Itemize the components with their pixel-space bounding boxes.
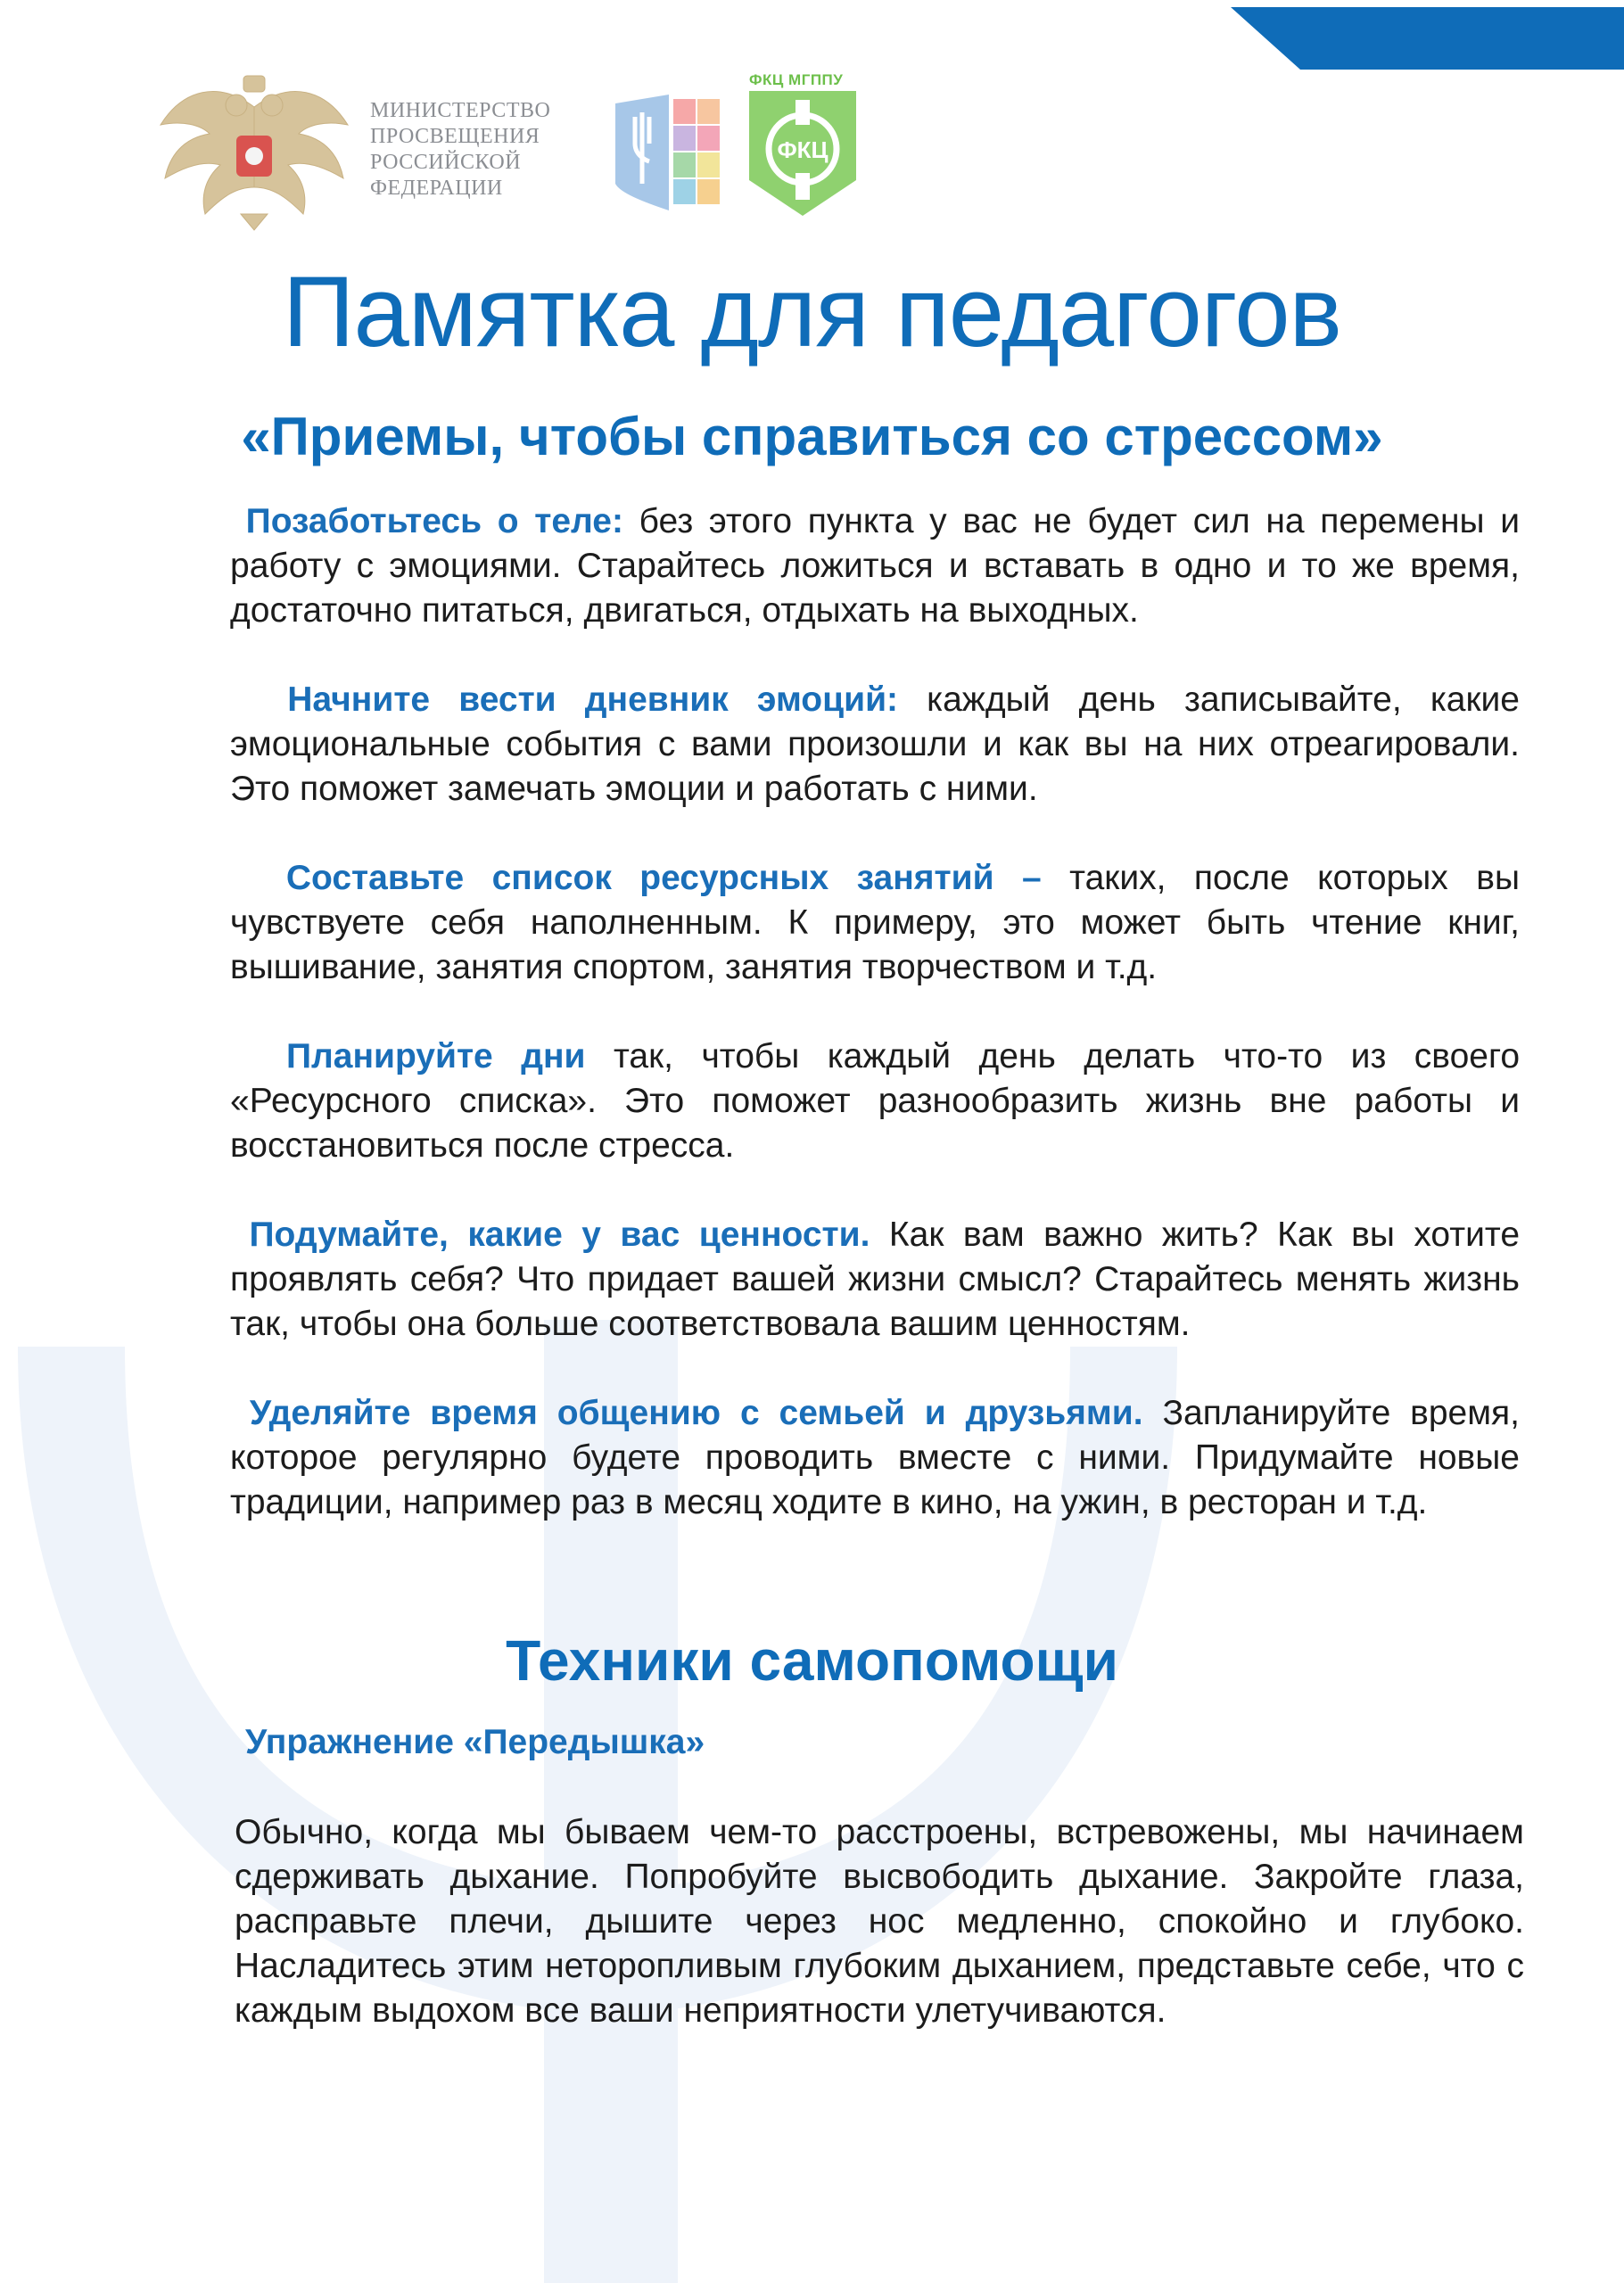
- page-subtitle: «Приемы, чтобы справиться со стрессом»: [241, 407, 1383, 466]
- ministry-line: МИНИСТЕРСТВО: [370, 99, 551, 122]
- fkc-caption: ФКЦ МГППУ: [749, 71, 844, 88]
- tip-paragraph: [230, 856, 1520, 990]
- ministry-line: РОССИЙСКОЙ: [370, 151, 522, 174]
- tip-paragraph: [230, 1391, 1520, 1525]
- fkc-shield-logo-icon: [749, 91, 856, 216]
- exercise-title: Упражнение «Передышка»: [245, 1723, 705, 1761]
- page-title: Памятка для педагогов: [282, 256, 1342, 367]
- tip-text: Как вам важно жить? Как вы хотите проявлять себя? Что придает вашей жизни смысл? Старайтесь менять жизнь так, чтобы она больше соответствовала вашим ценностям.: [230, 1216, 1521, 1343]
- corner-stripe-decoration: [1231, 0, 1624, 70]
- tip-paragraph: [230, 678, 1520, 812]
- tip-text: Запланируйте время, которое регулярно будете проводить вместе с ними. Придумайте новые традиции, например раз в месяц ходите в кино, на ужин, в ресторан и т.д.: [230, 1394, 1520, 1521]
- ministry-line: ПРОСВЕЩЕНИЯ: [370, 125, 540, 148]
- tip-lead: Планируйте дни: [285, 1037, 586, 1076]
- tip-paragraph: [230, 1034, 1520, 1168]
- tip-text: таких, после которых вы чувствуете себя наполненным. К примеру, это может быть чтение книг, вышивание, занятия спортом, занятия творчеством и т.д.: [230, 859, 1520, 986]
- tip-paragraph: [230, 499, 1520, 633]
- tips-list: [230, 499, 1520, 1570]
- section-title-self-help: Техники самопомощи: [506, 1628, 1118, 1693]
- tip-text: каждый день записывайте, какие эмоциональные события с вами произошли и как вы на них отреагировали. Это поможет замечать эмоции и работать с ними.: [230, 680, 1520, 808]
- tip-lead: Начните вести дневник эмоций:: [287, 680, 899, 719]
- fkc-badge-text: ФКЦ: [777, 136, 828, 163]
- tip-text: так, чтобы каждый день делать что-то из своего «Ресурсного списка». Это поможет разнообразить жизнь вне работы и восстановиться после стресса.: [230, 1037, 1521, 1165]
- psychology-university-logo-icon: [615, 95, 722, 210]
- ministry-line: ФЕДЕРАЦИИ: [370, 177, 503, 200]
- tip-lead: Подумайте, какие у вас ценности.: [249, 1216, 870, 1254]
- exercise-text: Обычно, когда мы бываем чем-то расстроены, встревожены, мы начинаем сдерживать дыхание. Попробуйте высвободить дыхание. Закройте глаза, расправьте плечи, дышите через нос медленно, спокойно и глубоко. Насладитесь этим неторопливым глубоким дыханием, представьте себе, что с каждым выдохом все ваши неприятности улетучиваются.: [235, 1813, 1524, 2030]
- tip-lead: Уделяйте время общению с семьей и друзьями.: [249, 1394, 1143, 1432]
- tip-paragraph: [230, 1213, 1520, 1347]
- double-headed-eagle-emblem-icon: [156, 71, 352, 232]
- tip-text: без этого пункта у вас не будет сил на перемены и работу с эмоциями. Старайтесь ложиться и вставать в одно и то же время, достаточно питаться, двигаться, отдыхать на выходных.: [230, 502, 1520, 630]
- ministry-name: [370, 98, 575, 202]
- tip-lead: Позаботьтесь о теле:: [245, 502, 623, 540]
- tip-lead: Составьте список ресурсных занятий –: [285, 859, 1042, 897]
